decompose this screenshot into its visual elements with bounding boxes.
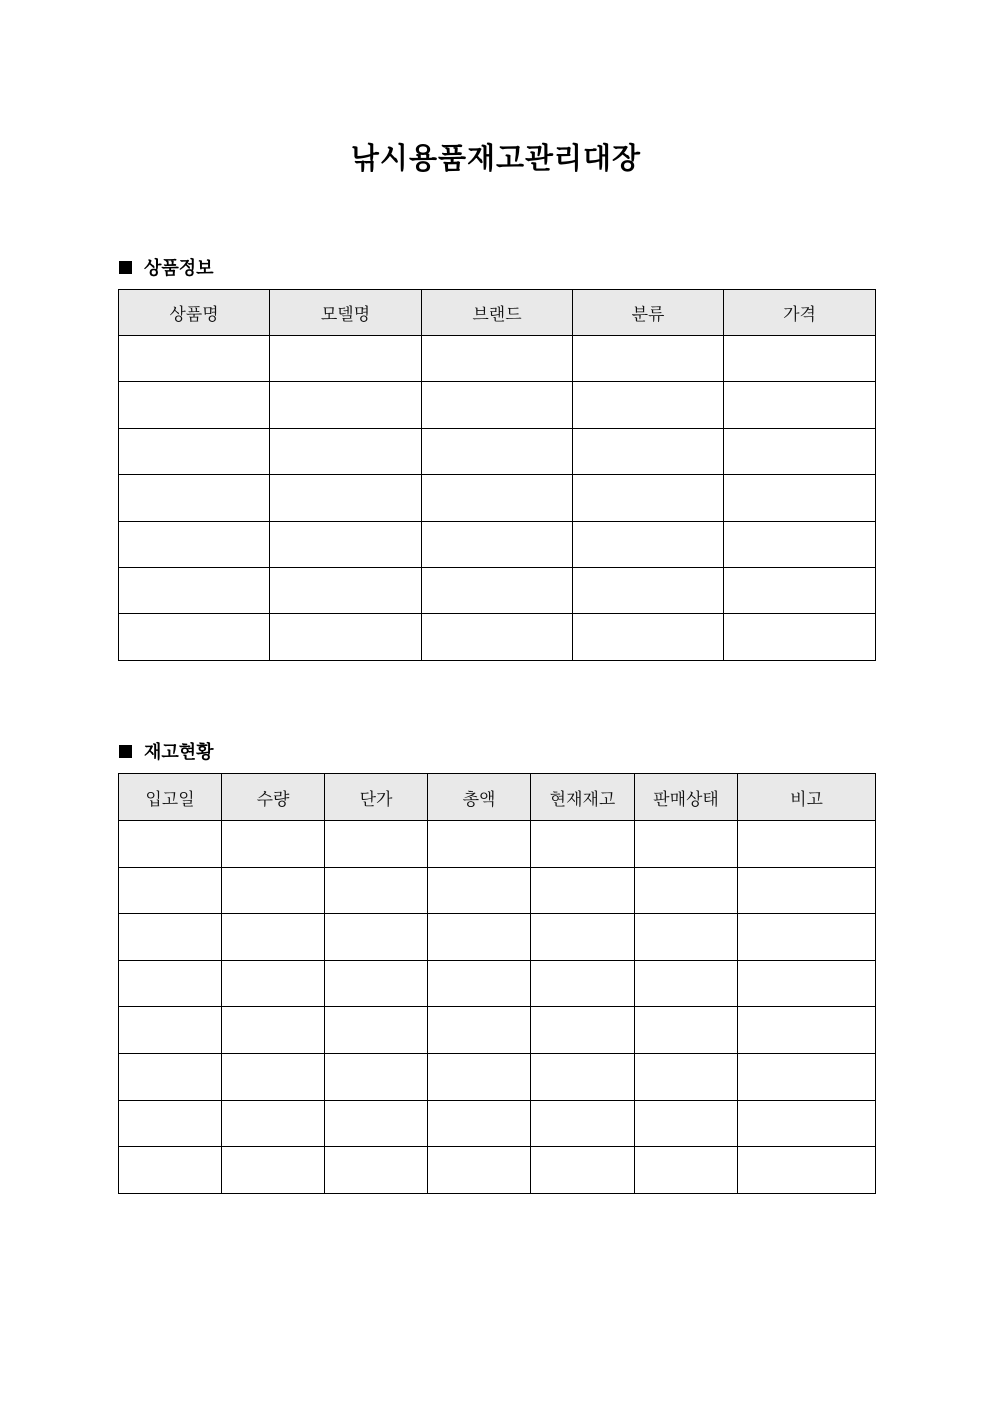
column-header-model-name: 모델명: [270, 290, 422, 336]
table-cell[interactable]: [325, 914, 428, 961]
column-header-product-name: 상품명: [119, 290, 270, 336]
table-cell[interactable]: [325, 960, 428, 1007]
table-cell[interactable]: [724, 475, 876, 521]
table-row: [119, 1100, 876, 1147]
table-cell[interactable]: [119, 960, 222, 1007]
document-title: 낚시용품재고관리대장: [350, 141, 642, 175]
table-cell[interactable]: [428, 1053, 531, 1100]
table-row: [119, 428, 876, 474]
table-cell[interactable]: [428, 821, 531, 868]
table-row: [119, 1053, 876, 1100]
table-cell[interactable]: [270, 428, 422, 474]
column-header-unit-price: 단가: [325, 774, 428, 821]
column-header-received-date: 입고일: [119, 774, 222, 821]
table-cell[interactable]: [222, 1100, 325, 1147]
table-cell[interactable]: [531, 1100, 635, 1147]
table-cell[interactable]: [573, 521, 724, 567]
table-cell[interactable]: [270, 614, 422, 660]
table-cell[interactable]: [119, 1147, 222, 1194]
table-cell[interactable]: [119, 428, 270, 474]
product-info-table: [118, 289, 876, 661]
column-header-sales-status: 판매상태: [635, 774, 738, 821]
column-header-quantity: 수량: [222, 774, 325, 821]
section-heading-label: 상품정보: [144, 258, 214, 279]
table-cell[interactable]: [222, 821, 325, 868]
table-cell[interactable]: [222, 1147, 325, 1194]
table-cell[interactable]: [738, 867, 876, 914]
table-cell[interactable]: [738, 1147, 876, 1194]
table-cell[interactable]: [422, 521, 573, 567]
section-heading-product-info: [119, 254, 214, 280]
table-cell[interactable]: [325, 1100, 428, 1147]
table-row: [119, 1007, 876, 1054]
table-row: [119, 1147, 876, 1194]
table-cell[interactable]: [325, 821, 428, 868]
table-row: [119, 960, 876, 1007]
inventory-status-table: [118, 773, 876, 1194]
table-cell[interactable]: [428, 914, 531, 961]
table-cell[interactable]: [635, 821, 738, 868]
table-cell[interactable]: [635, 1147, 738, 1194]
table-cell[interactable]: [270, 336, 422, 382]
table-cell[interactable]: [724, 614, 876, 660]
column-header-remarks: 비고: [738, 774, 876, 821]
table-cell[interactable]: [531, 1147, 635, 1194]
table-cell[interactable]: [531, 960, 635, 1007]
table-cell[interactable]: [738, 1053, 876, 1100]
table-cell[interactable]: [738, 1007, 876, 1054]
black-square-icon: [119, 261, 132, 274]
table-cell[interactable]: [635, 867, 738, 914]
table-cell[interactable]: [222, 914, 325, 961]
table-cell[interactable]: [635, 1053, 738, 1100]
table-cell[interactable]: [635, 1100, 738, 1147]
table-cell[interactable]: [119, 1007, 222, 1054]
table-cell[interactable]: [325, 1007, 428, 1054]
table-cell[interactable]: [422, 567, 573, 613]
table-cell[interactable]: [573, 475, 724, 521]
table-cell[interactable]: [724, 336, 876, 382]
table-cell[interactable]: [119, 614, 270, 660]
table-cell[interactable]: [119, 567, 270, 613]
table-cell[interactable]: [531, 821, 635, 868]
table-cell[interactable]: [119, 821, 222, 868]
table-cell[interactable]: [119, 382, 270, 428]
table-cell[interactable]: [573, 567, 724, 613]
table-cell[interactable]: [119, 521, 270, 567]
table-cell[interactable]: [428, 867, 531, 914]
table-cell[interactable]: [428, 1007, 531, 1054]
table-cell[interactable]: [531, 1007, 635, 1054]
table-cell[interactable]: [635, 914, 738, 961]
table-cell[interactable]: [724, 521, 876, 567]
table-cell[interactable]: [270, 475, 422, 521]
table-cell[interactable]: [119, 1100, 222, 1147]
table-cell[interactable]: [428, 1100, 531, 1147]
table-cell[interactable]: [222, 867, 325, 914]
column-header-price: 가격: [724, 290, 876, 336]
table-row: [119, 567, 876, 613]
table-cell[interactable]: [422, 382, 573, 428]
table-row: [119, 336, 876, 382]
table-cell[interactable]: [422, 336, 573, 382]
table-cell[interactable]: [573, 382, 724, 428]
table-cell[interactable]: [531, 914, 635, 961]
table-header-row: [119, 774, 876, 821]
table-cell[interactable]: [573, 336, 724, 382]
table-row: [119, 867, 876, 914]
table-cell[interactable]: [635, 960, 738, 1007]
table-row: [119, 821, 876, 868]
column-header-total-amount: 총액: [428, 774, 531, 821]
table-row: [119, 475, 876, 521]
table-cell[interactable]: [222, 1007, 325, 1054]
table-cell[interactable]: [428, 960, 531, 1007]
table-cell[interactable]: [724, 428, 876, 474]
table-cell[interactable]: [325, 1147, 428, 1194]
table-cell[interactable]: [270, 521, 422, 567]
table-row: [119, 382, 876, 428]
table-cell[interactable]: [325, 867, 428, 914]
table-cell[interactable]: [531, 1053, 635, 1100]
black-square-icon: [119, 745, 132, 758]
table-cell[interactable]: [738, 914, 876, 961]
table-cell[interactable]: [270, 382, 422, 428]
table-cell[interactable]: [635, 1007, 738, 1054]
table-row: [119, 614, 876, 660]
table-cell[interactable]: [270, 567, 422, 613]
table-header-row: [119, 290, 876, 336]
table-cell[interactable]: [119, 475, 270, 521]
table-cell[interactable]: [119, 336, 270, 382]
table-cell[interactable]: [738, 821, 876, 868]
table-cell[interactable]: [119, 914, 222, 961]
section-heading-inventory-status: [119, 738, 214, 764]
table-cell[interactable]: [738, 960, 876, 1007]
table-cell[interactable]: [724, 567, 876, 613]
table-cell[interactable]: [531, 867, 635, 914]
column-header-category: 분류: [573, 290, 724, 336]
table-cell[interactable]: [325, 1053, 428, 1100]
table-cell[interactable]: [724, 382, 876, 428]
table-cell[interactable]: [573, 614, 724, 660]
table-cell[interactable]: [119, 867, 222, 914]
table-row: [119, 914, 876, 961]
table-cell[interactable]: [222, 1053, 325, 1100]
table-cell[interactable]: [738, 1100, 876, 1147]
table-row: [119, 521, 876, 567]
column-header-current-stock: 현재재고: [531, 774, 635, 821]
table-cell[interactable]: [422, 614, 573, 660]
section-heading-label: 재고현황: [144, 742, 214, 763]
table-cell[interactable]: [222, 960, 325, 1007]
table-cell[interactable]: [119, 1053, 222, 1100]
table-cell[interactable]: [573, 428, 724, 474]
table-cell[interactable]: [422, 475, 573, 521]
table-cell[interactable]: [422, 428, 573, 474]
column-header-brand: 브랜드: [422, 290, 573, 336]
table-cell[interactable]: [428, 1147, 531, 1194]
